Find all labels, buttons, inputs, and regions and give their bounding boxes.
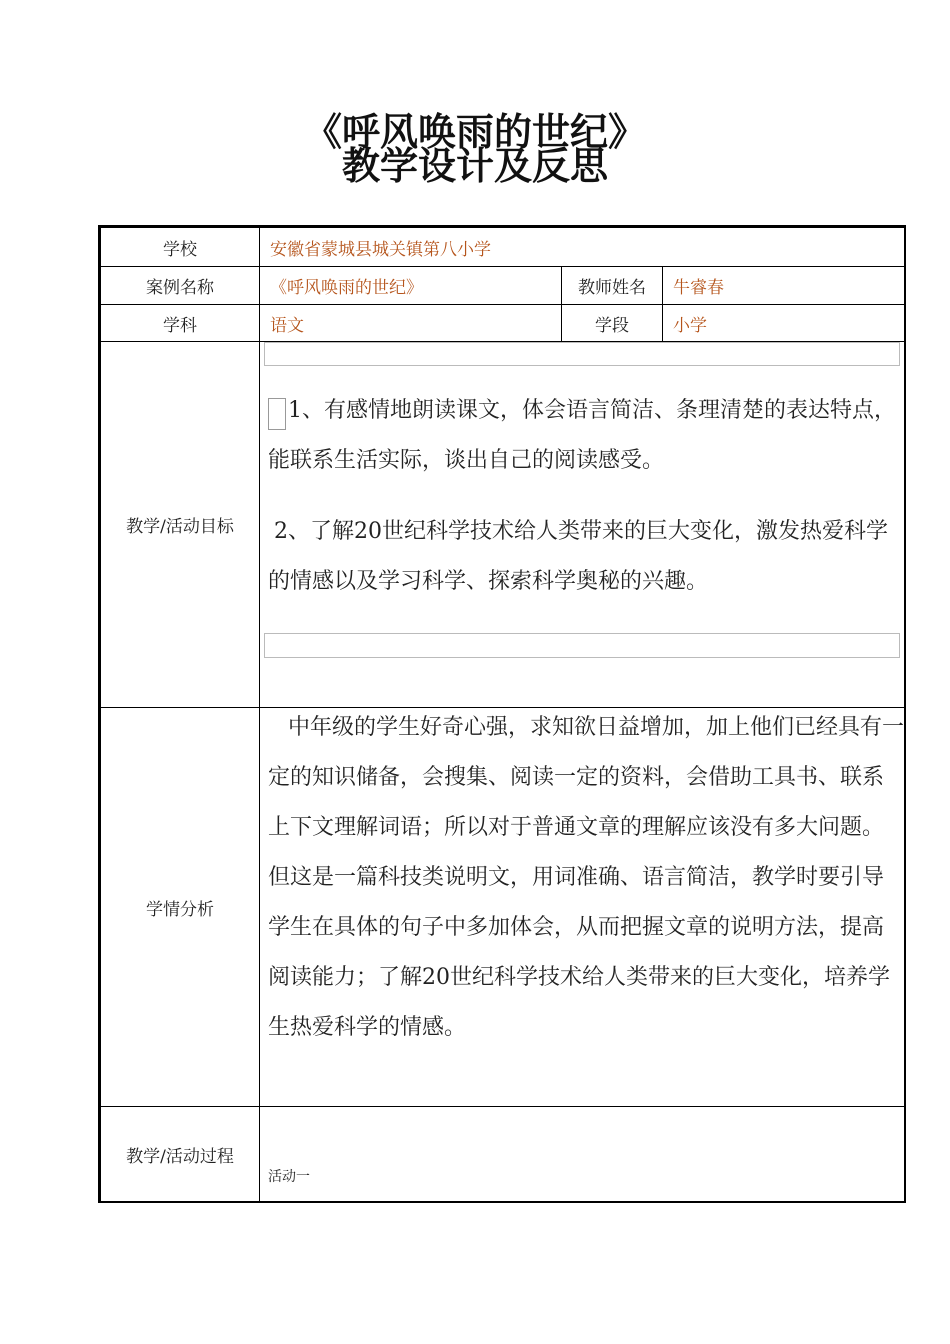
document-subtitle: 教学设计及反思: [341, 144, 608, 188]
teacher-name-label: 教师姓名: [561, 266, 663, 305]
activity-1-label: 活动一: [268, 1169, 310, 1185]
goals-top-box: [264, 342, 900, 366]
stage-label: 学段: [561, 304, 663, 342]
analysis-text: 中年级的学生好奇心强，求知欲日益增加，加上他们已经具有一定的知识储备，会搜集、阅读一定的资料，会借助工具书、联系上下文理解词语；所以对于普通文章的理解应该没有多大问题。但这是一篇科技类说明文，用词准确、语言简洁，教学时要引导学生在具体的句子中多加体会，从而把握文章的说明方法，提高阅读能力；了解20世纪科学技术给人类带来的巨大变化，培养学生热爱科学的情感。: [268, 715, 905, 1040]
process-cell: [259, 1106, 906, 1203]
process-label: 教学/活动过程: [100, 1106, 260, 1203]
document-title: 《呼风唤雨的世纪》: [303, 110, 646, 154]
goal-1-text: 1、有感情地朗读课文，体会语言简洁、条理清楚的表达特点，能联系生活实际，谈出自己的阅读感受。: [268, 398, 896, 473]
case-name-label: 案例名称: [100, 266, 260, 305]
school-value: 安徽省蒙城县城关镇第八小学: [259, 227, 906, 267]
goals-bottom-box: [264, 633, 900, 658]
subject-label: 学科: [100, 304, 260, 342]
stage-value: 小学: [662, 304, 906, 342]
case-name-value: 《呼风唤雨的世纪》: [259, 266, 562, 305]
school-label: 学校: [100, 227, 260, 267]
subject-value: 语文: [259, 304, 562, 342]
analysis-label: 学情分析: [100, 707, 260, 1107]
teacher-name-value: 牛睿春: [662, 266, 906, 305]
goal-2-text: 2、了解20世纪科学技术给人类带来的巨大变化，激发热爱科学的情感以及学习科学、探索科学奥秘的兴趣。: [268, 519, 888, 594]
goals-label: 教学/活动目标: [100, 341, 260, 708]
